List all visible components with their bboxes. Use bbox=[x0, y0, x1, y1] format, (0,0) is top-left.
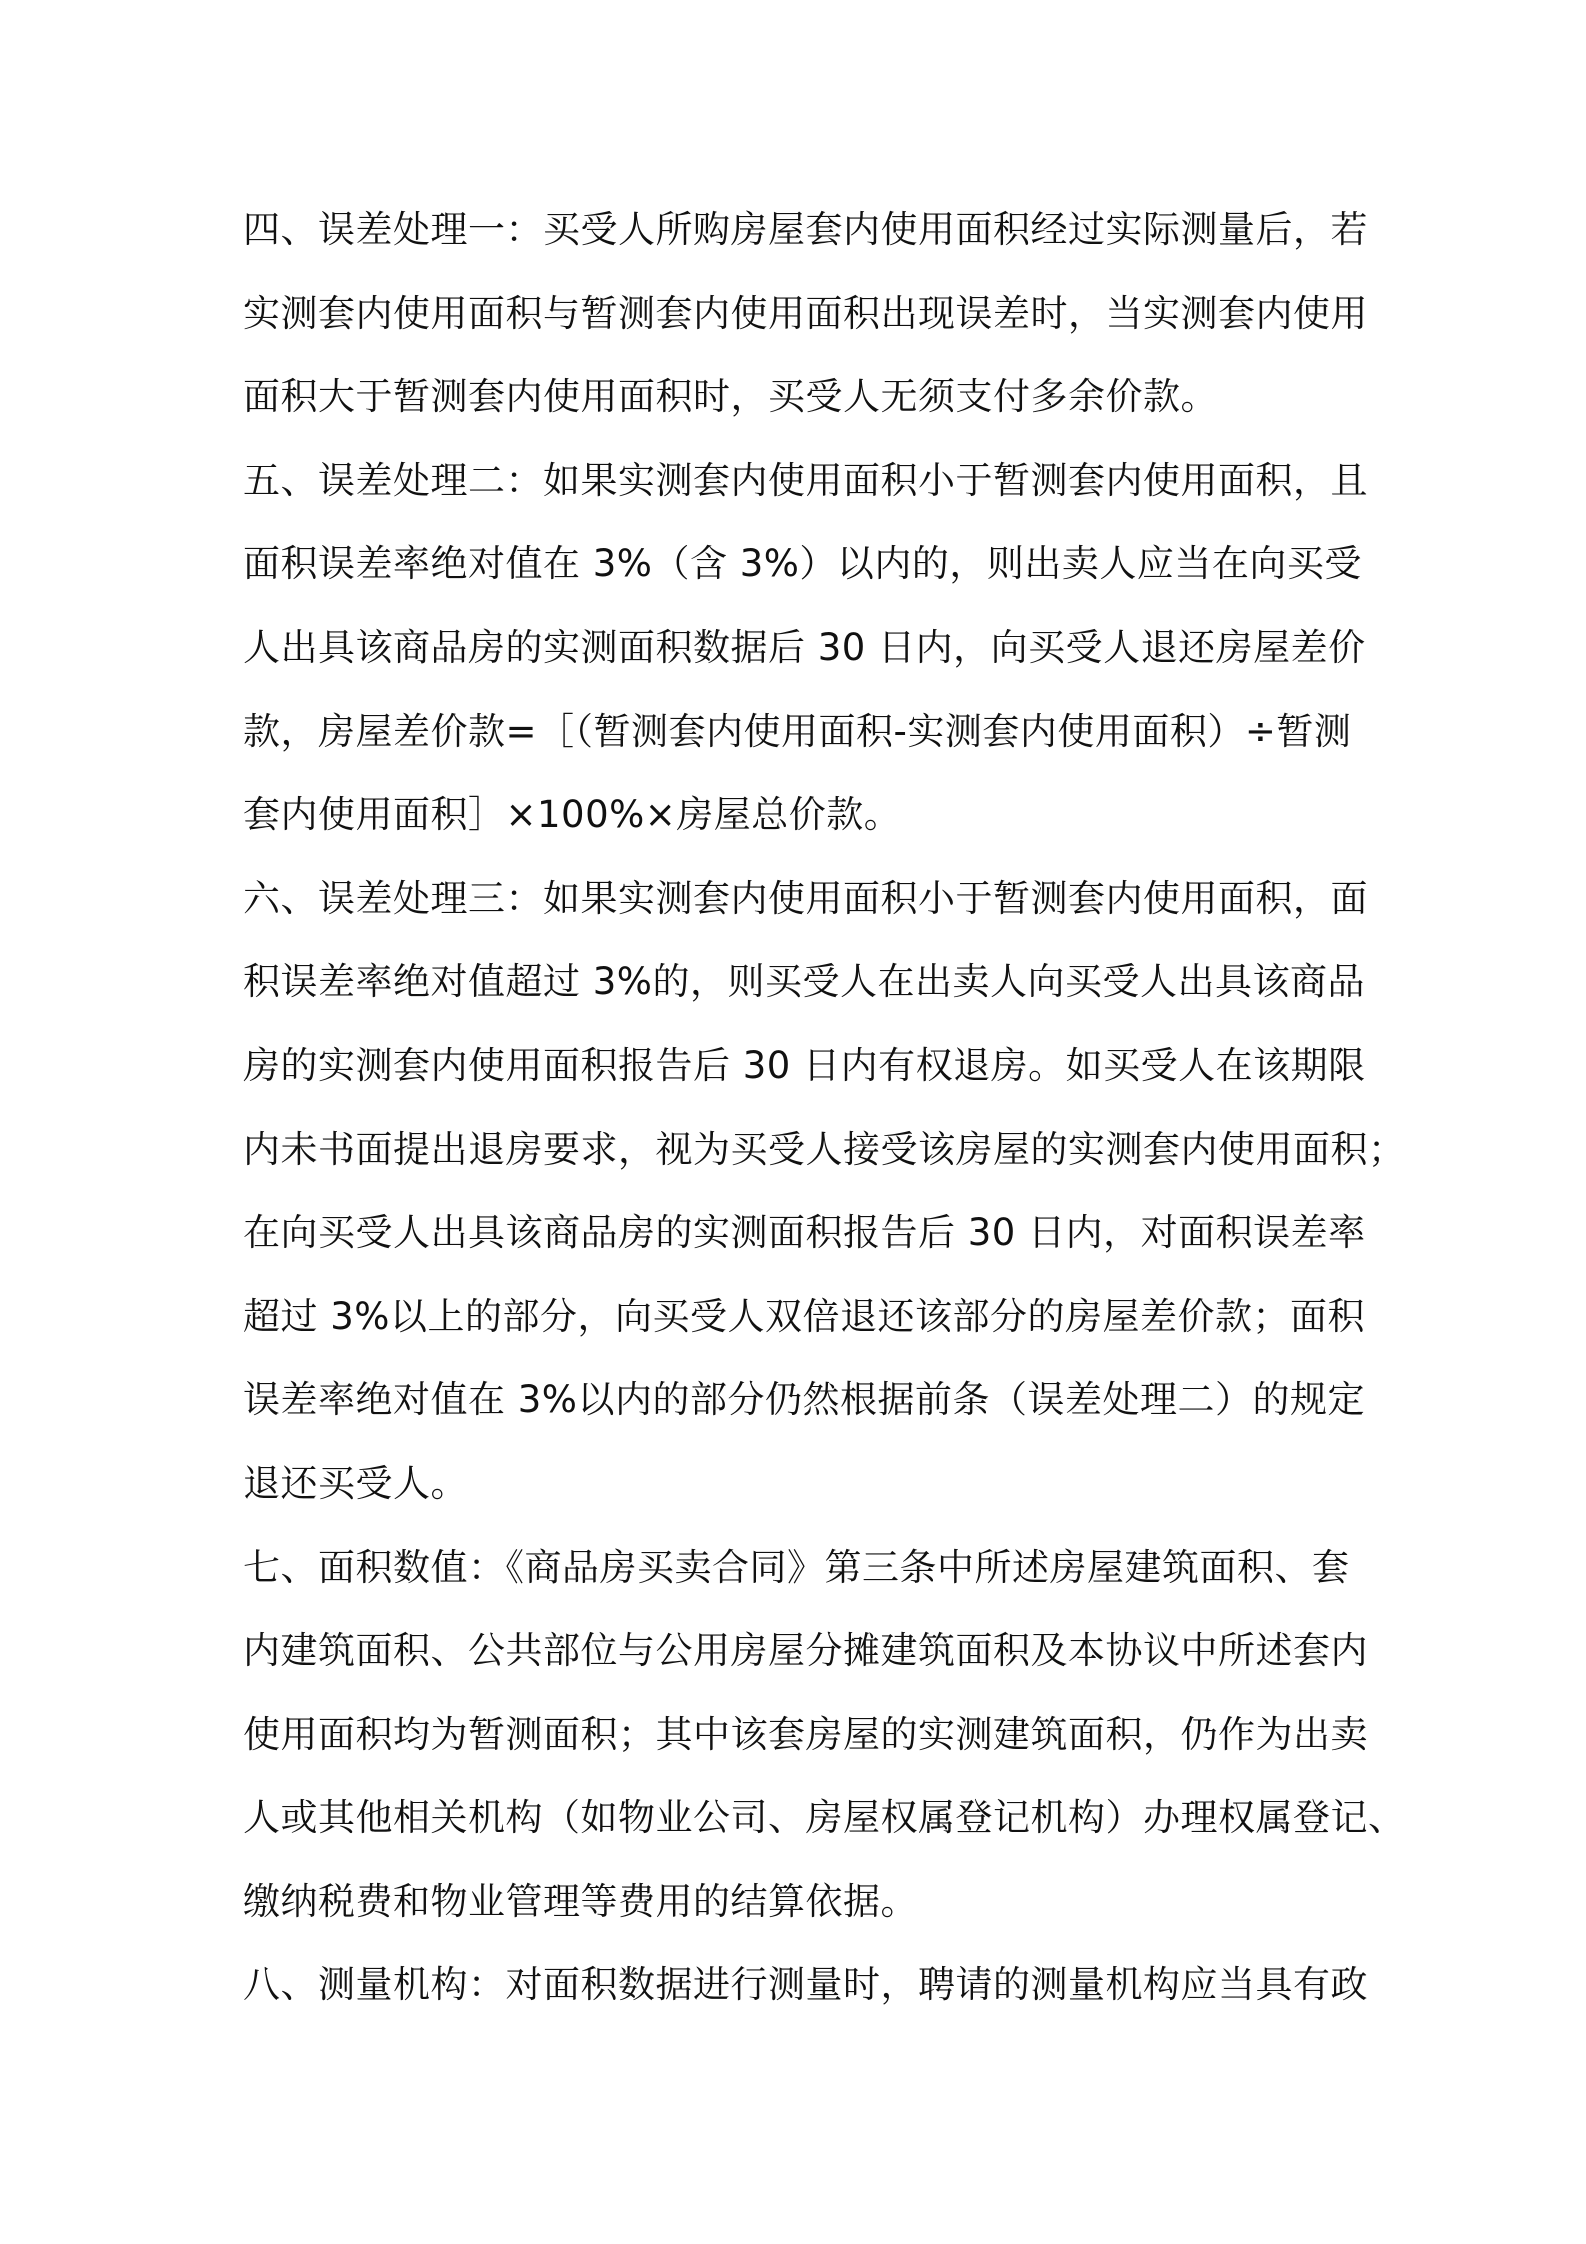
clause-6-line-8: 退还买受人。 bbox=[243, 1461, 468, 1505]
clause-6-line-3: 房的实测套内使用面积报告后 30 日内有权退房。如买受人在该期限 bbox=[243, 1043, 1366, 1087]
clause-5-line-4: 款，房屋差价款=［（暂测套内使用面积-实测套内使用面积）÷暂测 bbox=[243, 709, 1352, 753]
clause-7-line-4: 人或其他相关机构（如物业公司、房屋权属登记机构）办理权属登记、 bbox=[243, 1796, 1406, 1840]
clause-5-line-3: 人出具该商品房的实测面积数据后 30 日内，向买受人退还房屋差价 bbox=[243, 625, 1366, 669]
clause-6-line-4: 内未书面提出退房要求，视为买受人接受该房屋的实测套内使用面积； bbox=[243, 1127, 1406, 1171]
clause-4-line-3: 面积大于暂测套内使用面积时，买受人无须支付多余价款。 bbox=[243, 375, 1218, 419]
clause-5-line-2: 面积误差率绝对值在 3%（含 3%）以内的，则出卖人应当在向买受 bbox=[243, 542, 1362, 586]
clause-5-line-5: 套内使用面积］×100%×房屋总价款。 bbox=[243, 793, 902, 837]
document-body bbox=[243, 188, 1406, 2027]
clause-6-line-1: 六、误差处理三：如果实测套内使用面积小于暂测套内使用面积，面 bbox=[243, 876, 1368, 920]
clause-6-line-7: 误差率绝对值在 3%以内的部分仍然根据前条（误差处理二）的规定 bbox=[243, 1378, 1365, 1422]
clause-8-line-1: 八、测量机构：对面积数据进行测量时，聘请的测量机构应当具有政 bbox=[243, 1963, 1368, 2007]
clause-7-line-1: 七、面积数值：《商品房买卖合同》第三条中所述房屋建筑面积、套 bbox=[243, 1545, 1350, 1589]
clause-6-line-2: 积误差率绝对值超过 3%的，则买受人在出卖人向买受人出具该商品 bbox=[243, 960, 1365, 1004]
clause-6-line-5: 在向买受人出具该商品房的实测面积报告后 30 日内，对面积误差率 bbox=[243, 1211, 1366, 1255]
clause-6-line-6: 超过 3%以上的部分，向买受人双倍退还该部分的房屋差价款；面积 bbox=[243, 1294, 1365, 1338]
clause-7-line-5: 缴纳税费和物业管理等费用的结算依据。 bbox=[243, 1879, 918, 1923]
clause-5-line-1: 五、误差处理二：如果实测套内使用面积小于暂测套内使用面积，且 bbox=[243, 458, 1368, 502]
clause-7-line-2: 内建筑面积、公共部位与公用房屋分摊建筑面积及本协议中所述套内 bbox=[243, 1629, 1368, 1673]
clause-4-line-2: 实测套内使用面积与暂测套内使用面积出现误差时，当实测套内使用 bbox=[243, 291, 1368, 335]
clause-4-line-1: 四、误差处理一：买受人所购房屋套内使用面积经过实际测量后，若 bbox=[243, 208, 1368, 251]
clause-7-line-3: 使用面积均为暂测面积；其中该套房屋的实测建筑面积，仍作为出卖 bbox=[243, 1712, 1368, 1756]
